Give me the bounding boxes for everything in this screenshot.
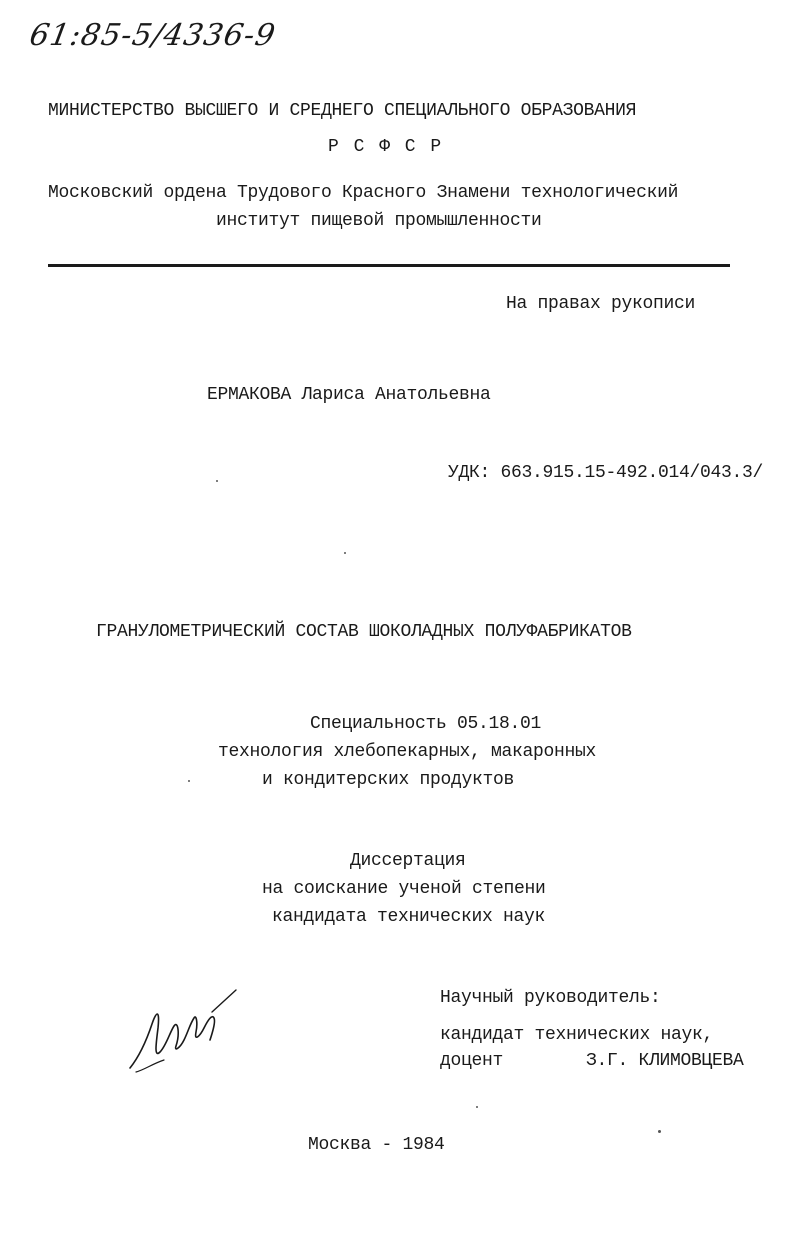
speck-3 xyxy=(344,552,346,554)
supervisor-degree: кандидат технических наук, xyxy=(440,1025,714,1045)
speck-2 xyxy=(216,480,218,482)
supervisor-position: доцент xyxy=(440,1051,504,1071)
specialty-line-1: Специальность 05.18.01 xyxy=(310,714,542,734)
supervisor-name: З.Г. КЛИМОВЦЕВА xyxy=(586,1051,744,1071)
institute-line-1: Московский ордена Трудового Красного Знамени технологический xyxy=(48,183,679,203)
ministry-heading: МИНИСТЕРСТВО ВЫСШЕГО И СРЕДНЕГО СПЕЦИАЛЬНОГО ОБРАЗОВАНИЯ xyxy=(48,101,637,121)
signature-stroke-2 xyxy=(212,990,236,1012)
institute-line-2: институт пищевой промышленности xyxy=(216,211,542,231)
speck-5 xyxy=(476,1106,478,1108)
specialty-line-2: технология хлебопекарных, макаронных xyxy=(218,742,597,762)
supervisor-label: Научный руководитель: xyxy=(440,988,661,1008)
signature-stroke-1 xyxy=(130,1014,215,1068)
manuscript-note: На правах рукописи xyxy=(506,294,696,314)
speck-4 xyxy=(188,780,190,782)
republic-heading: Р С Ф С Р xyxy=(328,137,444,157)
udc-code: УДК: 663.915.15-492.014/043.3/ xyxy=(448,463,764,483)
dissertation-line-3: кандидата технических наук xyxy=(272,907,546,927)
author-name: ЕРМАКОВА Лариса Анатольевна xyxy=(207,385,491,405)
dissertation-line-1: Диссертация xyxy=(350,851,466,871)
signature-stroke-3 xyxy=(136,1060,164,1072)
signature-graphic xyxy=(124,988,244,1078)
thesis-title: ГРАНУЛОМЕТРИЧЕСКИЙ СОСТАВ ШОКОЛАДНЫХ ПОЛУФАБРИКАТОВ xyxy=(96,622,632,642)
header-divider xyxy=(48,264,730,267)
speck-1 xyxy=(658,1130,661,1133)
city-year: Москва - 1984 xyxy=(308,1135,445,1155)
archive-code-handwritten: 61:85-5/4336-9 xyxy=(26,18,279,53)
dissertation-line-2: на соискание ученой степени xyxy=(262,879,546,899)
specialty-line-3: и кондитерских продуктов xyxy=(262,770,515,790)
